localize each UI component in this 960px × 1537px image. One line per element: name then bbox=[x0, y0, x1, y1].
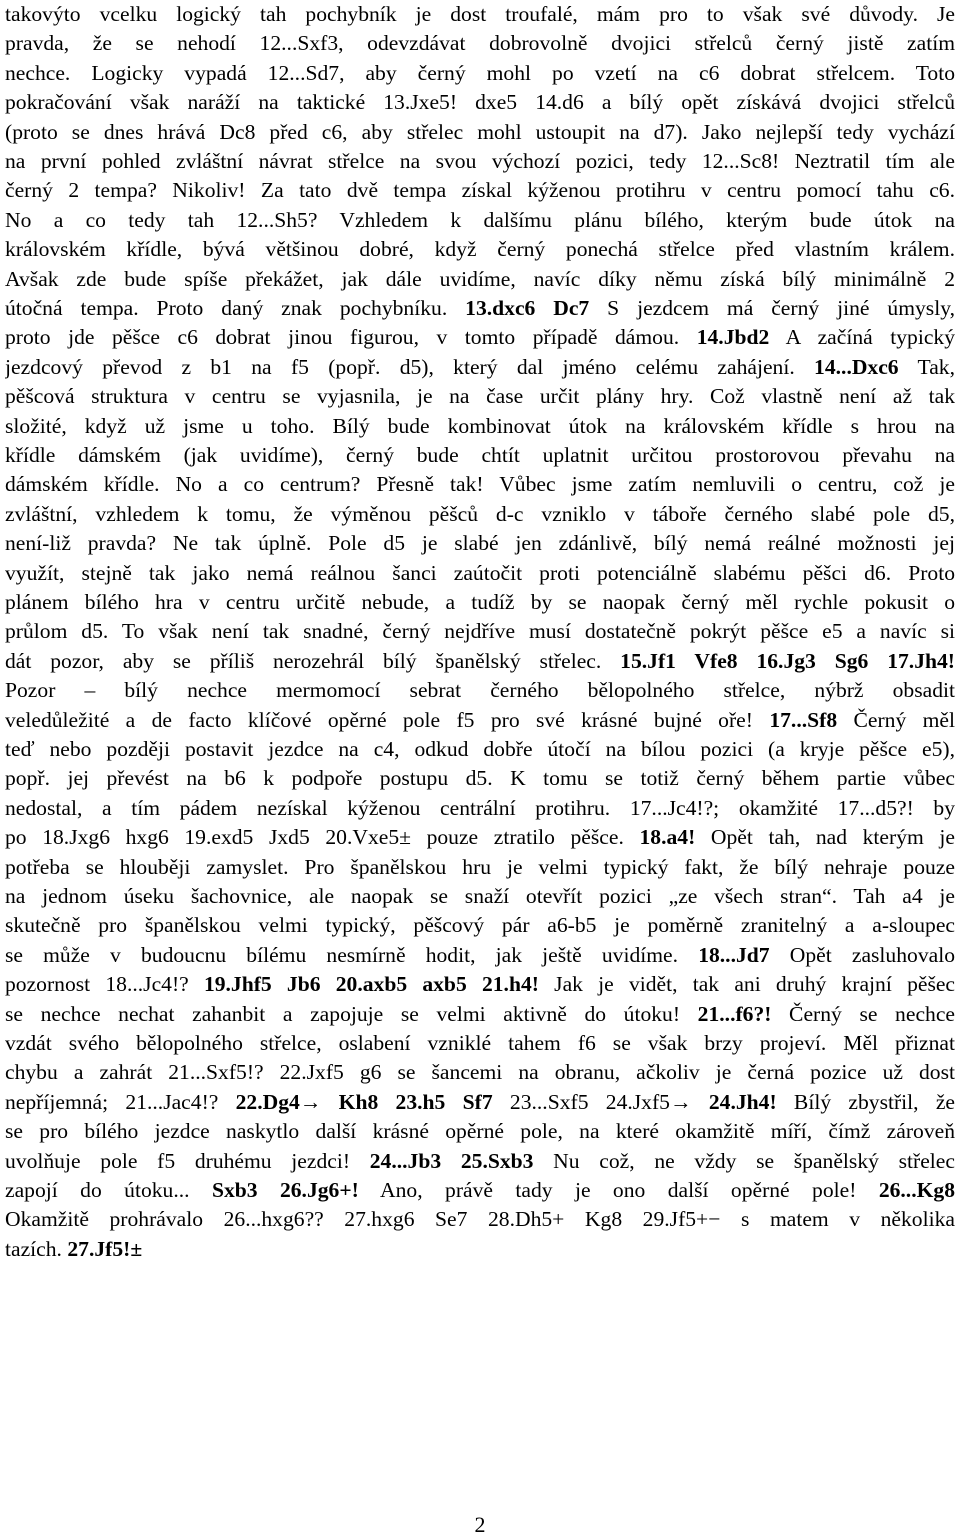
text-segment: pokračování však naráží na taktické 13.Jxe5! dxe5 14.d6 a bílý opět získává dvojici střelců bbox=[5, 90, 955, 115]
text-line bbox=[5, 88, 955, 117]
text-segment: potřeba se hlouběji zamyslet. Pro španělskou hru je velmi typický fakt, že bílý nehraje pouze bbox=[5, 854, 955, 879]
text-segment: teď nebo později postavit jezdce na c4, odkud dobře útočí na bílou pozici (a kryje pěšce e5), bbox=[5, 737, 955, 761]
text-segment: nechce. Logicky vypadá 12...Sd7, aby černý mohl po vzetí na c6 dobrat střelcem. Toto bbox=[5, 60, 955, 85]
text-segment: Nu což, ne vždy se španělský střelec bbox=[533, 1148, 955, 1173]
text-segment: uvolňuje pole f5 druhému jezdci! bbox=[5, 1148, 370, 1173]
move-notation: 22.Dg4→ Kh8 23.h5 Sf7 bbox=[235, 1089, 493, 1114]
text-segment: pěšcová struktura v centru se vyjasnila, je na čase určit plány hry. Což vlastně není až tak bbox=[5, 384, 955, 409]
text-segment: se pro bílého jezdce naskytlo další krásné opěrné pole, na které okamžitě míří, čímž zároveň bbox=[5, 1119, 955, 1144]
text-line bbox=[5, 1205, 955, 1234]
text-segment: Černý se nechce bbox=[771, 1001, 955, 1026]
text-line bbox=[5, 118, 955, 147]
text-line bbox=[5, 588, 955, 617]
text-line bbox=[5, 176, 955, 205]
text-segment: Okamžitě prohrávalo 26...hxg6?? 27.hxg6 Se7 28.Dh5+ Kg8 29.Jf5+− s matem v několika bbox=[5, 1207, 955, 1232]
text-segment: plánem bílého hra v centru určitě nebude, a tudíž by se naopak černý měl rychle pokusit o bbox=[5, 590, 955, 614]
move-notation: 17...Sf8 bbox=[769, 707, 838, 732]
text-line bbox=[5, 1058, 955, 1087]
text-segment: pravda, že se nehodí 12...Sxf3, odevzdávat dobrovolně dvojici střelců černý jistě zatím bbox=[5, 31, 955, 56]
page-number: 2 bbox=[474, 1512, 486, 1537]
text-segment: No a co tedy tah 12...Sh5? Vzhledem k dalšímu plánu bílého, kterým bude útok na bbox=[5, 207, 955, 232]
text-segment: A začíná typický bbox=[769, 325, 955, 350]
text-line bbox=[5, 764, 955, 793]
text-segment: dámském křídle. No a co centrum? Přesně tak! Vůbec jsme zatím nemluvili o centru, což je bbox=[5, 472, 955, 497]
move-notation: Sxb3 26.Jg6+! bbox=[211, 1178, 359, 1202]
text-line bbox=[5, 1029, 955, 1058]
text-segment: po 18.Jxg6 hxg6 19.exd5 Jxd5 20.Vxe5± pouze ztratilo pěšce. bbox=[5, 825, 640, 850]
text-line bbox=[5, 59, 955, 88]
text-segment: zapojí do útoku... bbox=[5, 1178, 212, 1202]
text-line bbox=[5, 706, 955, 735]
text-segment: Opět zasluhovalo bbox=[769, 942, 955, 967]
text-line bbox=[5, 735, 955, 764]
text-line bbox=[5, 647, 955, 676]
text-segment: tazích. bbox=[5, 1236, 68, 1261]
text-segment: křídle dámském (jak uvidíme), černý bude chtít uplatnit určitou prostorovou převahu na bbox=[5, 443, 955, 467]
text-segment: pozornost 18...Jc4!? bbox=[5, 972, 204, 997]
text-line bbox=[5, 529, 955, 558]
text-line bbox=[5, 853, 955, 882]
text-line bbox=[5, 676, 955, 705]
move-notation: 27.Jf5!± bbox=[67, 1236, 143, 1261]
text-line bbox=[5, 1176, 955, 1205]
text-line bbox=[5, 1117, 955, 1146]
text-segment: královském křídle, bývá většinou dobré, když černý ponechá střelce před vlastním králem. bbox=[5, 237, 955, 262]
text-segment: na první pohled zvláštní návrat střelce na svou výchozí pozici, tedy 12...Sc8! Neztratil tím ale bbox=[5, 149, 955, 173]
move-notation: 24...Jb3 25.Sxb3 bbox=[369, 1148, 534, 1173]
text-segment: proto jde pěšce c6 dobrat jinou figurou, v tomto případě dámou. bbox=[5, 325, 697, 350]
text-segment: složité, když už jsme u toho. Bílý bude kombinovat útok na královském křídle s hrou na bbox=[5, 413, 955, 438]
text-segment: černý 2 tempa? Nikoliv! Za tato dvě tempa získal kýženou protihru v centru pomocí tahu c6. bbox=[5, 178, 955, 203]
text-segment: takovýto vcelku logický tah pochybník je dost troufalé, mám pro to však své důvody. Je bbox=[5, 2, 955, 26]
move-notation: 21...f6?! bbox=[697, 1001, 772, 1026]
text-segment: dát pozor, aby se příliš nerozehrál bílý španělský střelec. bbox=[5, 648, 621, 673]
move-notation: 19.Jhf5 Jb6 20.axb5 axb5 21.h4! bbox=[203, 972, 539, 997]
text-line bbox=[5, 794, 955, 823]
text-segment: není-liž pravda? Ne tak úplně. Pole d5 je slabé jen zdánlivě, bílý nemá reálné možnosti jej bbox=[5, 531, 955, 556]
text-line bbox=[5, 1000, 955, 1029]
text-segment: využít, stejně tak jako nemá reálnou šanci zaútočit proti potenciálně slabému pěšci d6. Proto bbox=[5, 560, 955, 585]
text-segment: skutečně pro španělskou velmi typický, pěšcový pár a6-b5 je poměrně zranitelný a a-sloupec bbox=[5, 913, 955, 938]
text-line bbox=[5, 294, 955, 323]
text-line bbox=[5, 559, 955, 588]
text-line bbox=[5, 941, 955, 970]
text-segment: Pozor – bílý nechce mermomocí sebrat černého bělopolného střelce, nýbrž obsadit bbox=[5, 678, 955, 703]
text-segment: 23...Sxf5 24.Jxf5→ bbox=[492, 1089, 709, 1114]
text-segment: se nechce nechat zahanbit a zapojuje se velmi aktivně do útoku! bbox=[5, 1001, 698, 1026]
text-segment: S jezdcem má černý jiné úmysly, bbox=[589, 296, 955, 320]
text-segment: Avšak zde bude spíše překážet, jak dále uvidíme, navíc díky němu získá bílý minimálně 2 bbox=[5, 266, 955, 291]
text-line bbox=[5, 29, 955, 58]
text-segment: nepříjemná; 21...Jac4!? bbox=[5, 1089, 236, 1114]
text-segment: Jak je vidět, tak ani druhý krajní pěšec bbox=[538, 972, 955, 997]
text-segment: útočná tempa. Proto daný znak pochybníku. bbox=[5, 296, 466, 320]
text-line bbox=[5, 382, 955, 411]
text-segment: se může v budoucnu bílému nesmírně hodit, jak ještě uvidíme. bbox=[5, 942, 699, 967]
move-notation: 13.dxc6 Dc7 bbox=[465, 296, 590, 320]
move-notation: 26...Kg8 bbox=[878, 1178, 955, 1202]
text-line bbox=[5, 265, 955, 294]
text-segment: Tak, bbox=[898, 354, 955, 379]
text-line bbox=[5, 1147, 955, 1176]
text-line bbox=[5, 353, 955, 382]
text-segment: Opět tah, nad kterým je bbox=[695, 825, 955, 850]
text-segment: (proto se dnes hrává Dc8 před c6, aby střelec mohl ustoupit na d7). Jako nejlepší tedy vychází bbox=[5, 119, 955, 144]
text-line bbox=[5, 1088, 955, 1117]
text-segment: průlom d5. To však není tak snadné, černý nejdříve musí dostatečně pokrýt pěšce e5 a navíc si bbox=[5, 619, 955, 644]
text-line bbox=[5, 882, 955, 911]
text-segment: na jednom úseku šachovnice, ale naopak se snaží otevřít pozici „ze všech stran“. Tah a4 je bbox=[5, 884, 955, 908]
move-notation: 18.a4! bbox=[639, 825, 696, 850]
text-line bbox=[5, 500, 955, 529]
move-notation: 14.Jbd2 bbox=[696, 325, 770, 350]
text-line bbox=[5, 823, 955, 852]
text-segment: nedostal, a tím pádem nezískal kýženou centrální protihru. 17...Jc4!?; okamžité 17...d5?! by bbox=[5, 795, 955, 820]
text-segment: popř. jej převést na b6 k podpoře postupu d5. K tomu se totiž černý během partie vůbec bbox=[5, 766, 955, 791]
text-line bbox=[5, 441, 955, 470]
text-line bbox=[5, 617, 955, 646]
text-line bbox=[5, 1235, 955, 1264]
move-notation: 18...Jd7 bbox=[698, 942, 770, 967]
text-line bbox=[5, 970, 955, 999]
text-segment: Černý měl bbox=[837, 707, 955, 732]
text-segment: Bílý zbystřil, že bbox=[776, 1089, 955, 1114]
text-segment: vzdát svého bělopolného střelce, oslabení vzniklé tahem f6 se však brzy projeví. Měl přiznat bbox=[5, 1031, 955, 1055]
text-segment: jezdcový převod z b1 na f5 (popř. d5), který dal jméno celému zahájení. bbox=[5, 354, 815, 379]
text-segment: zvláštní, vzhledem k tomu, že výměnou pěšců d-c vzniklo v táboře černého slabé pole d5, bbox=[5, 501, 955, 526]
text-line bbox=[5, 147, 955, 176]
text-line bbox=[5, 470, 955, 499]
text-line bbox=[5, 235, 955, 264]
text-segment: chybu a zahrát 21...Sxf5!? 22.Jxf5 g6 se šancemi na obranu, ačkoliv je černá pozice už dost bbox=[5, 1060, 955, 1085]
text-line bbox=[5, 323, 955, 352]
text-line bbox=[5, 412, 955, 441]
text-line bbox=[5, 206, 955, 235]
text-segment: veledůležité a de facto klíčové opěrné pole f5 pro své krásné bujné oře! bbox=[5, 707, 770, 732]
text-segment: Ano, právě tady je ono další opěrné pole! bbox=[358, 1178, 879, 1202]
text-line bbox=[5, 911, 955, 940]
move-notation: 24.Jh4! bbox=[708, 1089, 777, 1114]
move-notation: 14...Dxc6 bbox=[814, 354, 899, 379]
move-notation: 15.Jf1 Vfe8 16.Jg3 Sg6 17.Jh4! bbox=[620, 648, 955, 673]
text-line bbox=[5, 0, 955, 29]
